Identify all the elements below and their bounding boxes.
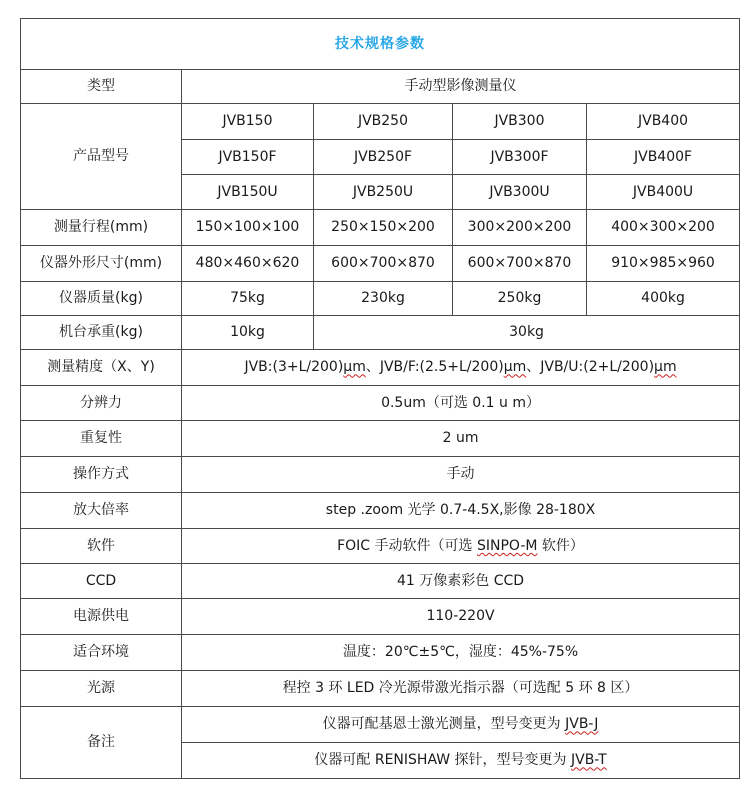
load-cell: 30kg (314, 316, 740, 350)
model-cell: JVB250U (314, 175, 453, 210)
software-label: 软件 (21, 529, 182, 564)
software-text: FOIC 手动软件（可选 (337, 537, 477, 554)
model-cell: JVB300 (453, 104, 587, 140)
micron-unit: μm (343, 359, 366, 376)
weight-cell: 250kg (453, 282, 587, 316)
model-label: 产品型号 (21, 104, 182, 210)
environment-value: 温度：20℃±5℃，湿度：45%-75% (182, 635, 740, 671)
notes-model: JVB-J (565, 716, 599, 733)
accuracy-label: 测量精度（X、Y) (21, 350, 182, 386)
type-label: 类型 (21, 70, 182, 104)
load-cell: 10kg (182, 316, 314, 350)
model-cell: JVB250F (314, 140, 453, 175)
weight-cell: 230kg (314, 282, 453, 316)
model-cell: JVB400U (587, 175, 740, 210)
notes-label: 备注 (21, 707, 182, 779)
travel-cell: 400×300×200 (587, 210, 740, 246)
type-value: 手动型影像测量仪 (182, 70, 740, 104)
dimensions-cell: 600×700×870 (314, 246, 453, 282)
software-option: SINPO-M (477, 537, 538, 554)
model-cell: JVB400F (587, 140, 740, 175)
model-cell: JVB150F (182, 140, 314, 175)
software-text: 软件） (537, 537, 584, 554)
dimensions-cell: 600×700×870 (453, 246, 587, 282)
travel-label: 测量行程(mm) (21, 210, 182, 246)
operation-value: 手动 (182, 457, 740, 493)
weight-cell: 75kg (182, 282, 314, 316)
repeatability-value: 2 um (182, 421, 740, 457)
dimensions-label: 仪器外形尺寸(mm) (21, 246, 182, 282)
dimensions-cell: 480×460×620 (182, 246, 314, 282)
resolution-label: 分辨力 (21, 386, 182, 421)
model-cell: JVB150U (182, 175, 314, 210)
dimensions-cell: 910×985×960 (587, 246, 740, 282)
power-value: 110-220V (182, 599, 740, 635)
ccd-value: 41 万像素彩色 CCD (182, 564, 740, 599)
software-value (182, 529, 740, 564)
table-title: 技术规格参数 (21, 19, 740, 70)
environment-label: 适合环境 (21, 635, 182, 671)
magnification-label: 放大倍率 (21, 493, 182, 529)
resolution-value: 0.5um（可选 0.1 u m） (182, 386, 740, 421)
light-label: 光源 (21, 671, 182, 707)
operation-label: 操作方式 (21, 457, 182, 493)
magnification-value: step .zoom 光学 0.7-4.5X,影像 28-180X (182, 493, 740, 529)
notes-line (182, 707, 740, 743)
model-cell: JVB300U (453, 175, 587, 210)
load-label: 机台承重(kg) (21, 316, 182, 350)
weight-cell: 400kg (587, 282, 740, 316)
ccd-label: CCD (21, 564, 182, 599)
repeatability-label: 重复性 (21, 421, 182, 457)
notes-line (182, 743, 740, 779)
accuracy-text: 、JVB/U:(2+L/200) (526, 359, 655, 376)
micron-unit: μm (503, 359, 527, 376)
travel-cell: 300×200×200 (453, 210, 587, 246)
power-label: 电源供电 (21, 599, 182, 635)
model-cell: JVB300F (453, 140, 587, 175)
spec-table (20, 18, 740, 779)
accuracy-text: JVB:(3+L/200) (244, 359, 344, 376)
model-cell: JVB250 (314, 104, 453, 140)
notes-text: 仪器可配基恩士激光测量，型号变更为 (322, 716, 566, 733)
weight-label: 仪器质量(kg) (21, 282, 182, 316)
light-value: 程控 3 环 LED 冷光源带激光指示器（可选配 5 环 8 区） (182, 671, 740, 707)
accuracy-value (182, 350, 740, 386)
travel-cell: 250×150×200 (314, 210, 453, 246)
accuracy-text: 、JVB/F:(2.5+L/200) (365, 359, 504, 376)
travel-cell: 150×100×100 (182, 210, 314, 246)
notes-model: JVB-T (571, 752, 607, 769)
model-cell: JVB400 (587, 104, 740, 140)
micron-unit: μm (654, 359, 677, 376)
notes-text: 仪器可配 RENISHAW 探针，型号变更为 (314, 752, 571, 769)
model-cell: JVB150 (182, 104, 314, 140)
